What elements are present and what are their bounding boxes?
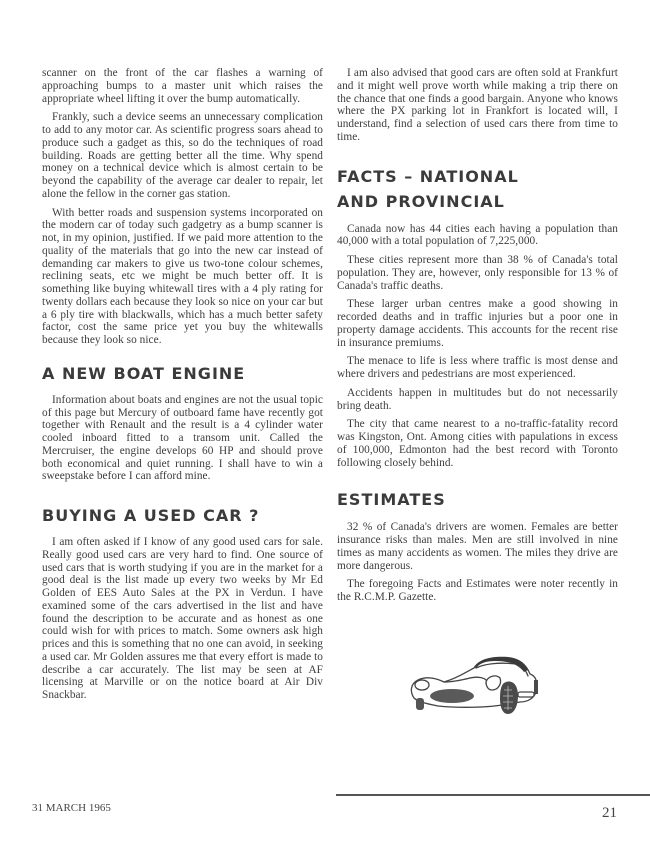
car-bumper [518,692,534,697]
paragraph: 32 % of Canada's drivers are women. Females are better insurance risks than males. Men are still involved in nine times as many accidents as women. The miles they drive are more dangerous. [337,521,618,572]
car-grille [430,689,474,703]
section-heading-line1: FACTS – NATIONAL [337,166,519,186]
car-wheel-right [500,682,518,714]
page-number: 21 [602,805,617,821]
paragraph: Accidents happen in multitudes but do not necessarily bring death. [337,386,618,412]
section-heading: ESTIMATES [337,490,446,510]
paragraph: These cities represent more than 38 % of Canada's total population. They are, however, only responsible for 13 % of Canada's traffic deaths. [337,254,618,292]
sports-car-illustration [408,652,544,714]
paragraph: Frankly, such a device seems an unnecessary complication to add to any motor car. As scientific progress soars ahead to produce such a gadget as this, so do the techniques of road building. Roads are getting better all the time. Why spend money on a technical device which is almost certain to be beyond the capability of the average car dealer to repair, let alone the fellow in the corner gas station. [42,111,323,200]
car-headlight-left [415,680,429,690]
left-column [42,67,323,708]
right-column [337,67,618,610]
paragraph: With better roads and suspension systems incorporated on the modern car of today such gadgetry as a bump scanner is not, in my opinion, justified. If we paid more attention to the quality of the materials that go into the new car instead of demanding car makers to give us two-tone colour schemes, reclining seats, etc we might be much better off. It is something like buying whitewall tires with a 4 ply rating for twenty dollars each because they look so nice on your car but a 6 ply tire with blackwalls, which has a much better safety factor, cost the same price yet you buy the whitewalls because they look so nice. [42,206,323,346]
paragraph: Information about boats and engines are not the usual topic of this page but Mercury of outboard fame have recently got together with Renault and the result is a 4 cylinder water cooled inboard fitted to a transom unit. Called the Mercruiser, the engine develops 60 HP and should prove both economical and quiet running. I shall have to win a sweepstake before I can afford mine. [42,393,323,483]
paragraph: I am also advised that good cars are often sold at Frankfurt and it might well prove worth while making a trip there on the chance that one finds a good bargain. Anyone who knows where the PX parking lot in Frankfort is located will, I understand, find a selection of used cars there from time to time. [337,67,618,143]
paragraph: Canada now has 44 cities each having a population than 40,000 with a total population of 7,225,000. [337,222,618,248]
section-heading: BUYING A USED CAR ? [42,506,260,525]
section-used-car [42,505,323,702]
car-wheel-left [416,698,424,710]
section-heading-line2: AND PROVINCIAL [337,191,505,211]
paragraph: The menace to life is less where traffic is most dense and where drivers and pedestrians are most experienced. [337,355,618,380]
section-boat-engine [42,363,323,483]
section-heading: A NEW BOAT ENGINE [42,363,246,383]
paragraph: These larger urban centres make a good showing in recorded deaths and in traffic injuries but a poor one in property damage accidents. This accounts for the recent rise in insurance premiums. [337,298,618,349]
issue-date: 31 MARCH 1965 [32,802,111,814]
section-facts [337,164,618,470]
car-headlight-right [486,676,501,690]
footer-divider [336,794,650,796]
paragraph: I am often asked if I know of any good used cars for sale. Really good used cars are very hard to find. One source of used cars that is worth studying if you are in the market for a good deal is the list made up every two weeks by Mr Ed Golden of EES Auto Sales at the PX in Verdun. I have examined some of the cars advertised in the list and have found the description to be accurate and as honest as one could wish for with prices to match. Some owners ask high prices and this is something that no one can avoid, in seeking a used car. Mr Golden assures me that every effort is made to describe a car accurately. The list may be seen at AF licensing at Marville or on the notice board at Air Div Snackbar. [42,536,323,701]
paragraph: The city that came nearest to a no-traffic-fatality record was Kingston, Ont. Among cities with papulations in excess of 100,000, Edmonton had the best record with Toronto following closely behind. [337,418,618,469]
car-roof [474,657,528,672]
section-estimates [337,489,618,604]
paragraph: scanner on the front of the car flashes a warning of approaching bumps to a master unit which raises the appropriate wheel lifting it over the bump automatically. [42,67,323,105]
paragraph: The foregoing Facts and Estimates were noter recently in the R.C.M.P. Gazette. [337,578,618,603]
